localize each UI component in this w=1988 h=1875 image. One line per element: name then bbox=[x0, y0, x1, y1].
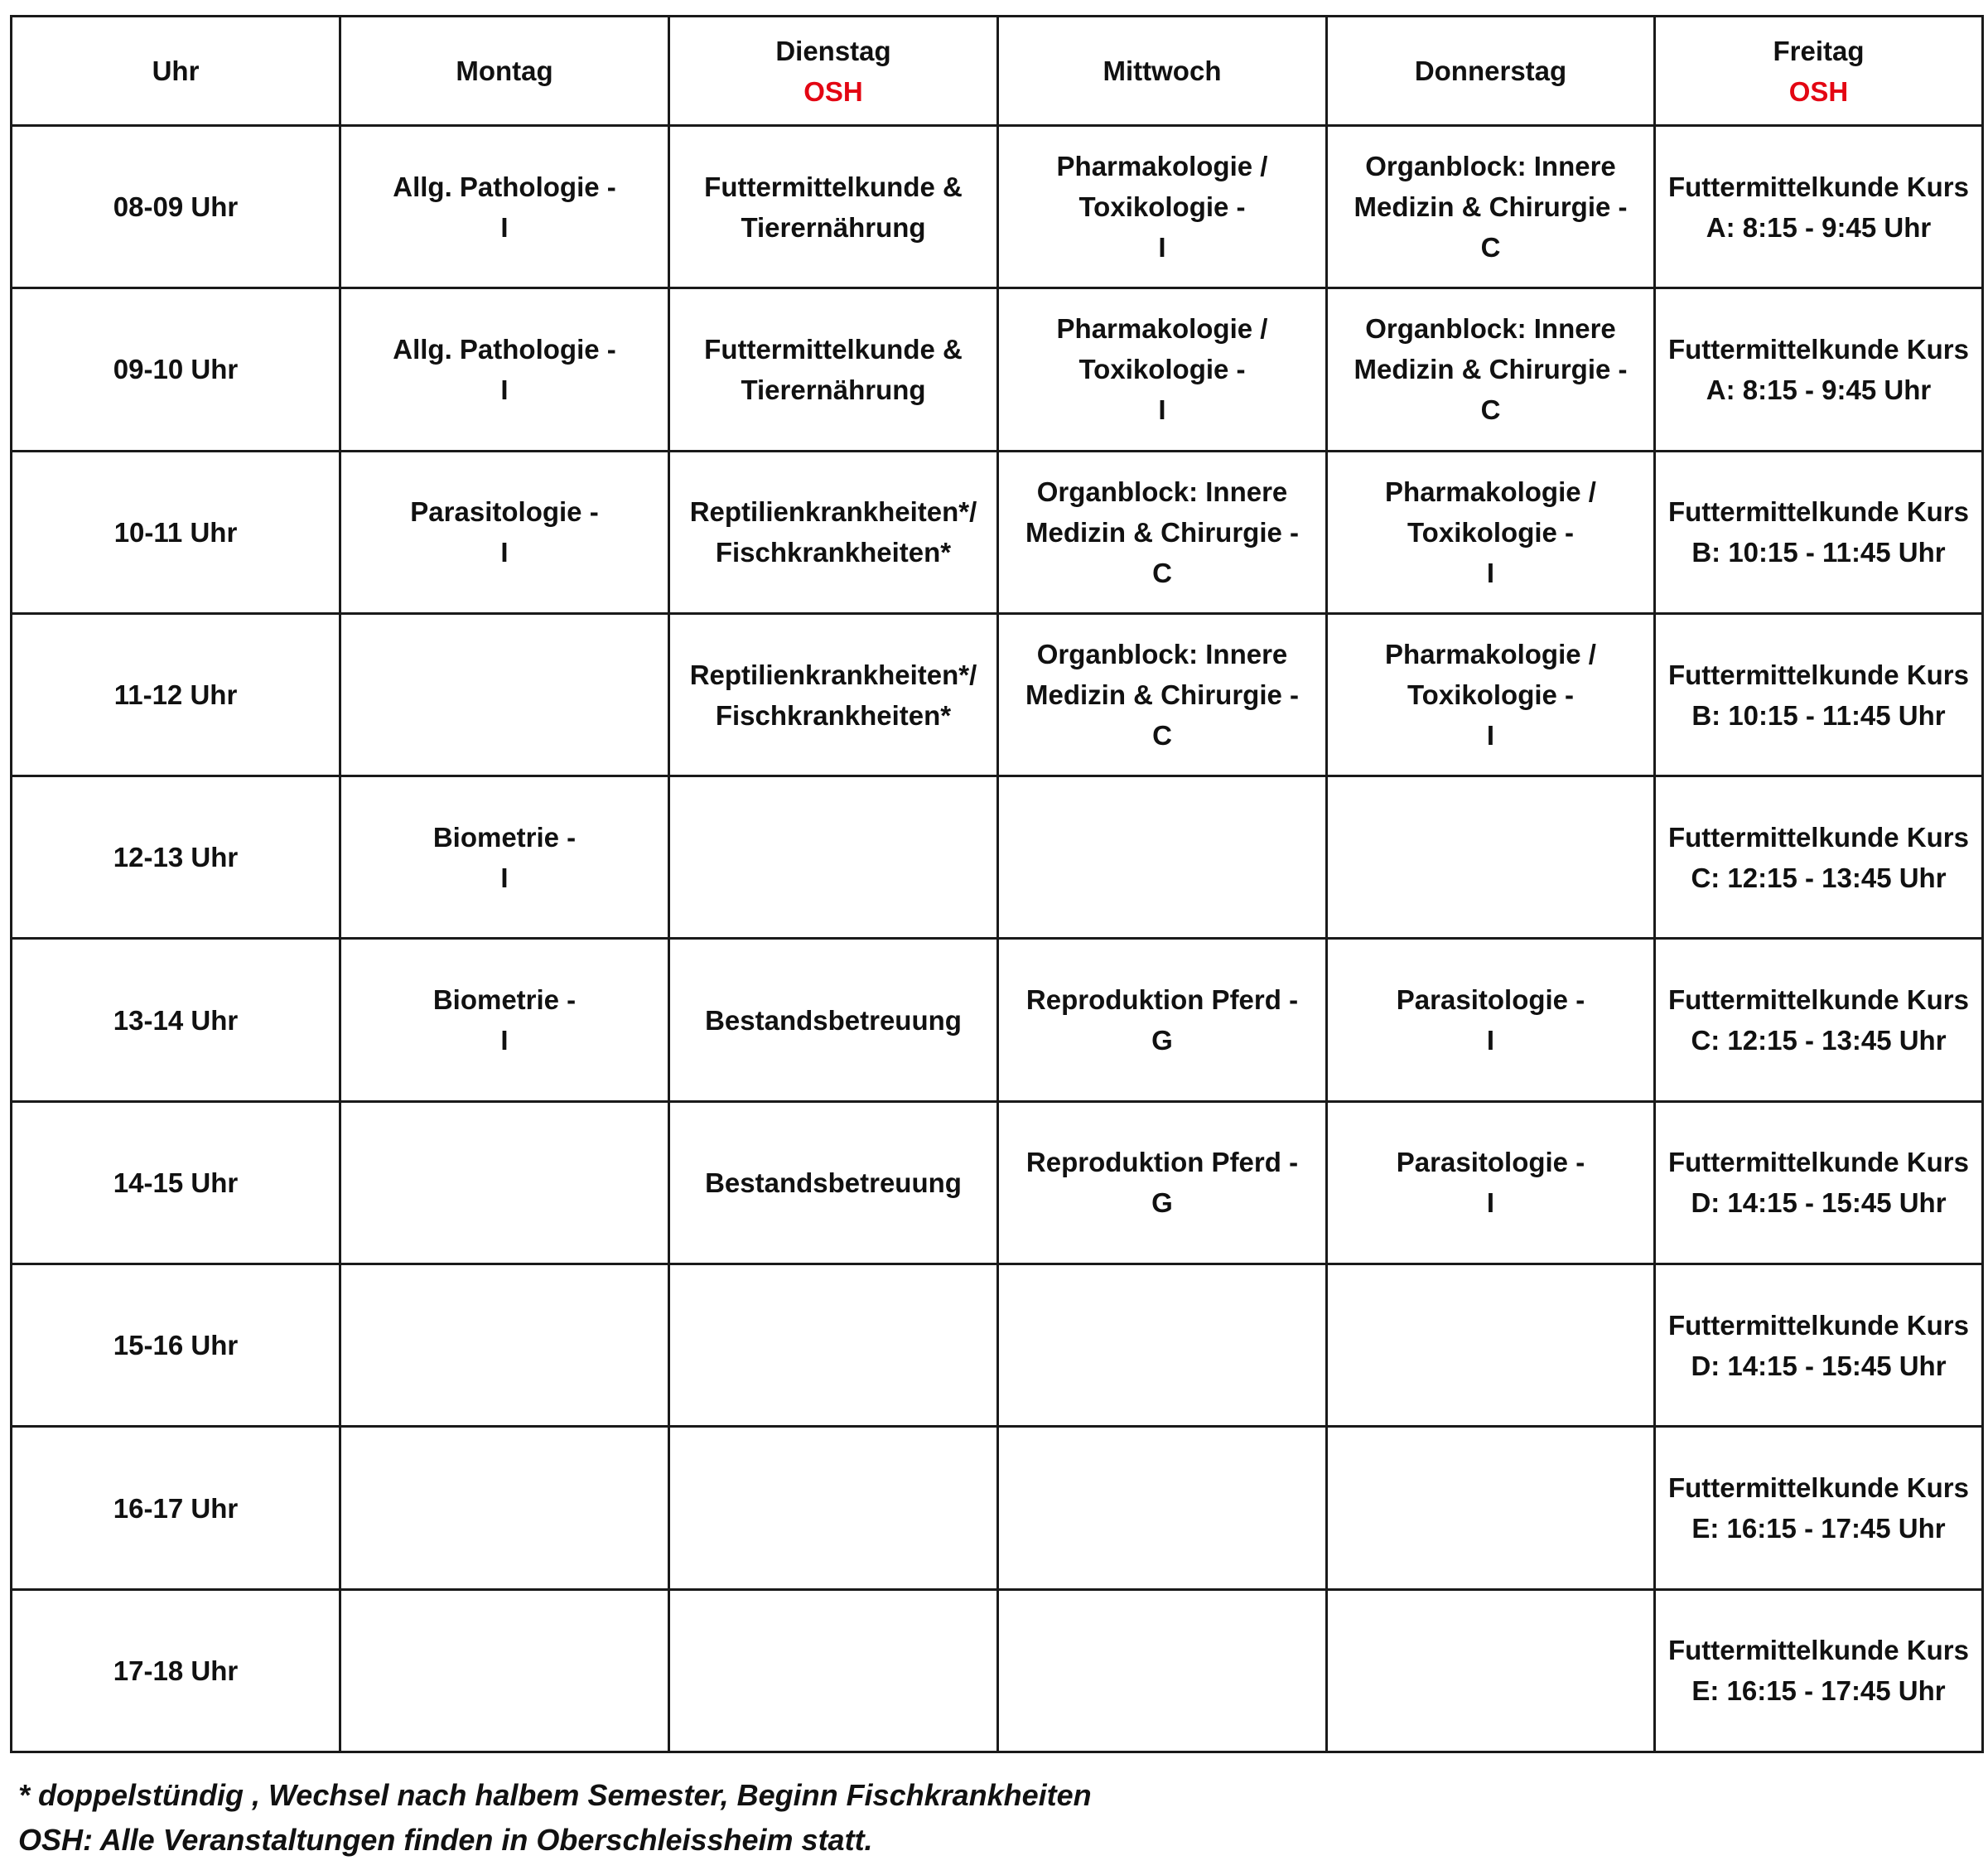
day-header-dienstag bbox=[669, 17, 998, 126]
course-text-line: I bbox=[1158, 232, 1166, 263]
course-cell-freitag bbox=[1655, 451, 1983, 613]
table-row bbox=[12, 1101, 1983, 1264]
course-text-line: Biometrie - bbox=[432, 821, 577, 853]
hour-label: 14-15 Uhr bbox=[113, 1167, 239, 1198]
day-header-donnerstag bbox=[1327, 17, 1655, 126]
course-text-line: Futtermittelkunde Kurs bbox=[1667, 1635, 1970, 1666]
hour-label: 17-18 Uhr bbox=[113, 1655, 239, 1686]
course-text-line: G bbox=[1151, 1187, 1173, 1219]
course-text-line: Organblock: Innere bbox=[1036, 476, 1288, 507]
course-text-line: Futtermittelkunde Kurs bbox=[1667, 1147, 1970, 1178]
footnote-osh: OSH: Alle Veranstaltungen finden in Oberschleissheim statt. bbox=[18, 1823, 873, 1857]
course-cell-montag bbox=[340, 451, 669, 613]
course-cell-donnerstag bbox=[1327, 1101, 1655, 1264]
course-cell-montag bbox=[340, 1589, 669, 1752]
course-text-line: Futtermittelkunde & bbox=[704, 171, 963, 202]
course-text-line: E: 16:15 - 17:45 Uhr bbox=[1691, 1513, 1946, 1544]
course-text-line: A: 8:15 - 9:45 Uhr bbox=[1706, 374, 1932, 405]
course-text-line: Pharmakologie / bbox=[1385, 639, 1596, 670]
course-cell-montag bbox=[340, 939, 669, 1101]
course-cell-donnerstag bbox=[1327, 939, 1655, 1101]
course-cell-freitag bbox=[1655, 613, 1983, 776]
header-row bbox=[12, 17, 1983, 126]
course-text-line: Reptilienkrankheiten*/ bbox=[689, 659, 977, 690]
course-cell-freitag bbox=[1655, 776, 1983, 939]
course-cell-mittwoch bbox=[998, 776, 1327, 939]
course-cell-donnerstag bbox=[1327, 288, 1655, 451]
course-text-line: E: 16:15 - 17:45 Uhr bbox=[1691, 1675, 1946, 1707]
course-text-line: I bbox=[500, 862, 509, 893]
course-text-line: A: 8:15 - 9:45 Uhr bbox=[1706, 211, 1932, 243]
course-cell-mittwoch bbox=[998, 126, 1327, 288]
course-text-line: Medizin & Chirurgie - bbox=[1353, 191, 1628, 223]
course-cell-donnerstag bbox=[1327, 126, 1655, 288]
course-cell-dienstag bbox=[669, 1427, 998, 1589]
footnotes bbox=[18, 1773, 1092, 1863]
course-text-line: C bbox=[1152, 720, 1172, 751]
course-text-line: Futtermittelkunde Kurs bbox=[1667, 659, 1970, 690]
table-row bbox=[12, 1589, 1983, 1752]
course-text-line: D: 14:15 - 15:45 Uhr bbox=[1691, 1187, 1947, 1219]
course-text-line: Allg. Pathologie - bbox=[393, 171, 616, 202]
course-cell-dienstag bbox=[669, 1589, 998, 1752]
hour-label: 12-13 Uhr bbox=[113, 842, 239, 873]
course-text-line: I bbox=[1486, 1025, 1495, 1056]
course-text-line: I bbox=[500, 537, 509, 568]
course-text-line: C: 12:15 - 13:45 Uhr bbox=[1691, 1025, 1947, 1056]
course-cell-montag bbox=[340, 613, 669, 776]
course-text-line: G bbox=[1151, 1025, 1173, 1056]
timetable bbox=[10, 15, 1984, 1753]
hour-cell bbox=[12, 288, 340, 451]
course-cell-donnerstag bbox=[1327, 451, 1655, 613]
course-text-line: Organblock: Innere bbox=[1036, 639, 1288, 670]
course-cell-mittwoch bbox=[998, 1264, 1327, 1427]
course-cell-dienstag bbox=[669, 776, 998, 939]
course-cell-mittwoch bbox=[998, 451, 1327, 613]
course-cell-freitag bbox=[1655, 288, 1983, 451]
course-cell-dienstag bbox=[669, 1101, 998, 1264]
timetable-header bbox=[12, 17, 1983, 126]
course-cell-mittwoch bbox=[998, 1427, 1327, 1589]
table-row bbox=[12, 451, 1983, 613]
table-row bbox=[12, 288, 1983, 451]
table-row bbox=[12, 776, 1983, 939]
hour-label: 16-17 Uhr bbox=[113, 1492, 239, 1524]
course-cell-dienstag bbox=[669, 613, 998, 776]
table-row bbox=[12, 1264, 1983, 1427]
hour-cell bbox=[12, 1101, 340, 1264]
course-cell-freitag bbox=[1655, 126, 1983, 288]
course-cell-mittwoch bbox=[998, 613, 1327, 776]
course-text-line: Medizin & Chirurgie - bbox=[1353, 354, 1628, 385]
location-badge-osh: OSH bbox=[803, 75, 863, 107]
course-text-line: D: 14:15 - 15:45 Uhr bbox=[1691, 1350, 1947, 1381]
day-name: Montag bbox=[456, 56, 553, 86]
course-text-line: Fischkrankheiten* bbox=[715, 699, 952, 731]
course-cell-dienstag bbox=[669, 1264, 998, 1427]
course-text-line: Pharmakologie / bbox=[1056, 313, 1268, 345]
course-text-line: Tierernährung bbox=[741, 211, 926, 243]
course-cell-donnerstag bbox=[1327, 613, 1655, 776]
timetable-body bbox=[12, 126, 1983, 1752]
course-cell-dienstag bbox=[669, 126, 998, 288]
day-name: Mittwoch bbox=[1103, 56, 1222, 86]
course-text-line: Organblock: Innere bbox=[1365, 151, 1616, 182]
table-row bbox=[12, 613, 1983, 776]
course-cell-montag bbox=[340, 288, 669, 451]
table-row bbox=[12, 126, 1983, 288]
course-text-line: Futtermittelkunde Kurs bbox=[1667, 1309, 1970, 1341]
hour-cell bbox=[12, 1589, 340, 1752]
course-cell-dienstag bbox=[669, 288, 998, 451]
course-cell-mittwoch bbox=[998, 288, 1327, 451]
course-text-line: I bbox=[500, 211, 509, 243]
table-row bbox=[12, 939, 1983, 1101]
course-text-line: I bbox=[500, 1025, 509, 1056]
course-text-line: Futtermittelkunde Kurs bbox=[1667, 821, 1970, 853]
course-text-line: Pharmakologie / bbox=[1385, 476, 1596, 507]
course-cell-montag bbox=[340, 1427, 669, 1589]
course-text-line: Toxikologie - bbox=[1078, 354, 1246, 385]
day-header-freitag bbox=[1655, 17, 1983, 126]
table-row bbox=[12, 1427, 1983, 1589]
hour-cell bbox=[12, 451, 340, 613]
hour-cell bbox=[12, 613, 340, 776]
course-text-line: I bbox=[1486, 1187, 1495, 1219]
course-cell-donnerstag bbox=[1327, 776, 1655, 939]
course-cell-montag bbox=[340, 776, 669, 939]
course-text-line: C bbox=[1480, 394, 1501, 426]
course-text-line: Biometrie - bbox=[432, 984, 577, 1016]
course-cell-montag bbox=[340, 1264, 669, 1427]
course-text-line: I bbox=[500, 374, 509, 405]
course-text-line: Bestandsbetreuung bbox=[705, 1167, 962, 1198]
hour-column-label: Uhr bbox=[152, 56, 200, 86]
hour-cell bbox=[12, 126, 340, 288]
hour-cell bbox=[12, 1427, 340, 1589]
course-text-line: I bbox=[1486, 557, 1495, 588]
course-text-line: Futtermittelkunde Kurs bbox=[1667, 496, 1970, 528]
hour-column-header bbox=[12, 17, 340, 126]
course-text-line: B: 10:15 - 11:45 Uhr bbox=[1691, 537, 1946, 568]
course-cell-montag bbox=[340, 126, 669, 288]
course-cell-donnerstag bbox=[1327, 1427, 1655, 1589]
course-text-line: Parasitologie - bbox=[1396, 984, 1585, 1016]
course-text-line: Reptilienkrankheiten*/ bbox=[689, 496, 977, 528]
hour-label: 15-16 Uhr bbox=[113, 1330, 239, 1361]
course-text-line: Futtermittelkunde Kurs bbox=[1667, 171, 1970, 202]
course-text-line: Reproduktion Pferd - bbox=[1025, 1147, 1299, 1178]
course-text-line: Fischkrankheiten* bbox=[715, 537, 952, 568]
course-text-line: Tierernährung bbox=[741, 374, 926, 405]
course-text-line: Pharmakologie / bbox=[1056, 151, 1268, 182]
hour-label: 09-10 Uhr bbox=[113, 354, 239, 385]
course-cell-dienstag bbox=[669, 939, 998, 1101]
hour-cell bbox=[12, 939, 340, 1101]
course-text-line: Reproduktion Pferd - bbox=[1025, 984, 1299, 1016]
course-text-line: B: 10:15 - 11:45 Uhr bbox=[1691, 699, 1946, 731]
course-text-line: Medizin & Chirurgie - bbox=[1025, 516, 1299, 548]
course-text-line: Futtermittelkunde Kurs bbox=[1667, 984, 1970, 1016]
course-text-line: C: 12:15 - 13:45 Uhr bbox=[1691, 862, 1947, 893]
hour-label: 08-09 Uhr bbox=[113, 191, 239, 223]
course-text-line: C bbox=[1152, 557, 1172, 588]
course-cell-freitag bbox=[1655, 1101, 1983, 1264]
hour-cell bbox=[12, 776, 340, 939]
location-badge-osh: OSH bbox=[1788, 75, 1849, 107]
course-text-line: Toxikologie - bbox=[1407, 516, 1575, 548]
hour-label: 13-14 Uhr bbox=[113, 1004, 239, 1036]
course-cell-mittwoch bbox=[998, 1589, 1327, 1752]
course-text-line: Toxikologie - bbox=[1078, 191, 1246, 223]
course-text-line: I bbox=[1486, 720, 1495, 751]
course-text-line: Organblock: Innere bbox=[1365, 313, 1616, 345]
course-cell-dienstag bbox=[669, 451, 998, 613]
course-text-line: Allg. Pathologie - bbox=[393, 333, 616, 365]
course-text-line: Futtermittelkunde Kurs bbox=[1667, 1472, 1970, 1504]
course-cell-mittwoch bbox=[998, 1101, 1327, 1264]
course-text-line: Parasitologie - bbox=[410, 496, 599, 528]
course-text-line: Toxikologie - bbox=[1407, 679, 1575, 711]
hour-label: 11-12 Uhr bbox=[113, 679, 238, 711]
course-text-line: Parasitologie - bbox=[1396, 1147, 1585, 1178]
course-cell-freitag bbox=[1655, 1427, 1983, 1589]
course-text-line: Futtermittelkunde & bbox=[704, 333, 963, 365]
hour-cell bbox=[12, 1264, 340, 1427]
course-cell-donnerstag bbox=[1327, 1264, 1655, 1427]
course-text-line: Futtermittelkunde Kurs bbox=[1667, 333, 1970, 365]
course-cell-mittwoch bbox=[998, 939, 1327, 1101]
course-cell-freitag bbox=[1655, 939, 1983, 1101]
day-name: Dienstag bbox=[775, 35, 891, 66]
course-cell-freitag bbox=[1655, 1264, 1983, 1427]
course-text-line: Bestandsbetreuung bbox=[705, 1004, 962, 1036]
course-cell-donnerstag bbox=[1327, 1589, 1655, 1752]
day-name: Donnerstag bbox=[1414, 56, 1567, 86]
course-cell-freitag bbox=[1655, 1589, 1983, 1752]
course-cell-montag bbox=[340, 1101, 669, 1264]
course-text-line: I bbox=[1158, 394, 1166, 426]
day-name: Freitag bbox=[1773, 35, 1865, 66]
course-text-line: C bbox=[1480, 232, 1501, 263]
course-text-line: Medizin & Chirurgie - bbox=[1025, 679, 1299, 711]
hour-label: 10-11 Uhr bbox=[113, 516, 238, 548]
day-header-montag bbox=[340, 17, 669, 126]
footnote-double-hour: * doppelstündig , Wechsel nach halbem Semester, Beginn Fischkrankheiten bbox=[18, 1778, 1092, 1812]
day-header-mittwoch bbox=[998, 17, 1327, 126]
